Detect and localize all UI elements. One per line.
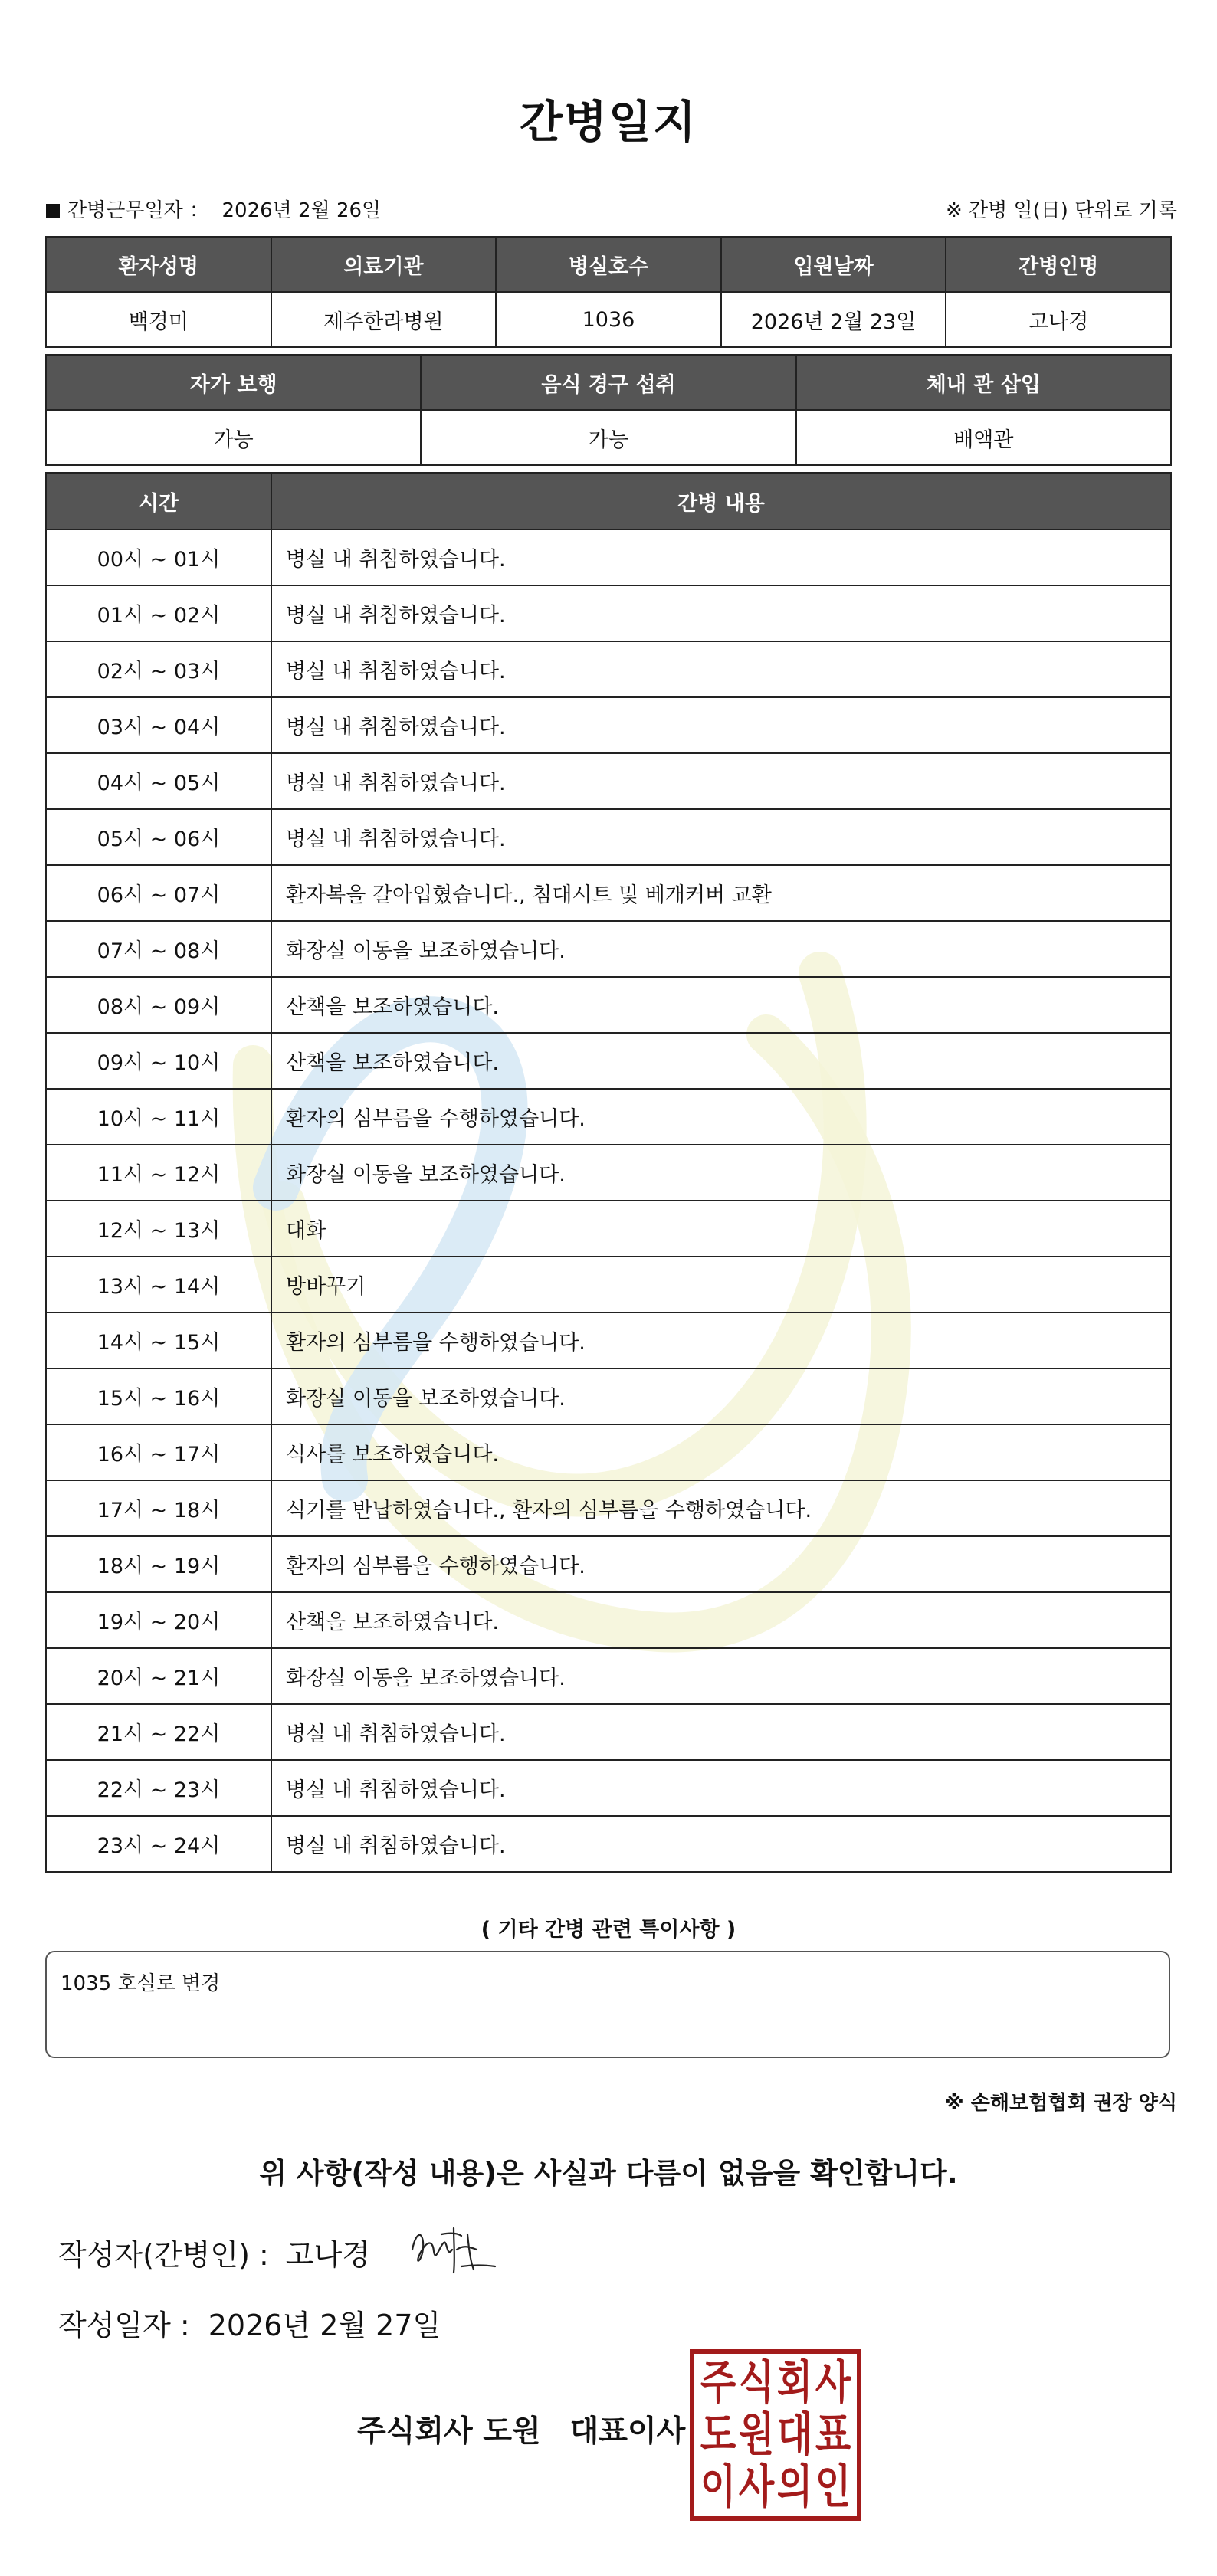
log-content: 산책을 보조하였습니다. [271, 1033, 1171, 1089]
log-row [46, 1257, 1171, 1313]
log-content: 병실 내 취침하였습니다. [271, 641, 1171, 697]
header-tube-insertion: 체내 관 삽입 [796, 355, 1171, 410]
log-content: 병실 내 취침하였습니다. [271, 697, 1171, 753]
work-date [46, 195, 381, 223]
signature [408, 2219, 500, 2280]
seal-char: 도 [700, 2408, 736, 2462]
log-content: 화장실 이동을 보조하였습니다. [271, 1648, 1171, 1704]
work-date-label: 간병근무일자 ： [67, 199, 209, 222]
log-row [46, 809, 1171, 865]
log-content: 식기를 반납하였습니다., 환자의 심부름을 수행하였습니다. [271, 1480, 1171, 1536]
log-row [46, 977, 1171, 1033]
log-content: 환자의 심부름을 수행하였습니다. [271, 1313, 1171, 1368]
log-row [46, 1313, 1171, 1368]
log-content: 화장실 이동을 보조하였습니다. [271, 921, 1171, 977]
log-time: 06시 ~ 07시 [46, 865, 271, 921]
header-caregiver-name: 간병인명 [946, 237, 1171, 292]
special-notes-text: 1035 호실로 변경 [61, 1972, 221, 1995]
log-row [46, 1760, 1171, 1816]
log-content: 병실 내 취침하였습니다. [271, 809, 1171, 865]
log-time: 20시 ~ 21시 [46, 1648, 271, 1704]
log-row [46, 921, 1171, 977]
company-line [357, 2407, 685, 2450]
confirmation-statement: 위 사항(작성 내용)은 사실과 다름이 없음을 확인합니다. [259, 2157, 958, 2190]
log-time: 11시 ~ 12시 [46, 1145, 271, 1201]
log-content: 환자의 심부름을 수행하였습니다. [271, 1089, 1171, 1145]
log-content: 환자의 심부름을 수행하였습니다. [271, 1536, 1171, 1592]
special-notes-box [45, 1951, 1170, 2058]
log-time: 23시 ~ 24시 [46, 1816, 271, 1872]
log-row [46, 1201, 1171, 1257]
writer-name: 고나경 [285, 2238, 370, 2272]
log-content: 대화 [271, 1201, 1171, 1257]
self-walking: 가능 [46, 410, 421, 465]
log-time: 12시 ~ 13시 [46, 1201, 271, 1257]
log-row [46, 1368, 1171, 1424]
log-time: 18시 ~ 19시 [46, 1536, 271, 1592]
tube-insertion: 배액관 [796, 410, 1171, 465]
writer-line [58, 2231, 370, 2273]
document-title: 간병일지 [519, 96, 698, 148]
log-content: 산책을 보조하였습니다. [271, 1592, 1171, 1648]
log-row [46, 697, 1171, 753]
record-note: ※ 간병 일(日) 단위로 기록 [945, 199, 1177, 222]
log-row [46, 865, 1171, 921]
special-notes-title: ( 기타 간병 관련 특이사항 ) [481, 1918, 736, 1942]
ceo-title: 대표이사 [569, 2414, 686, 2449]
seal-char: 의 [776, 2460, 813, 2514]
log-time: 04시 ~ 05시 [46, 753, 271, 809]
header-admission-date: 입원날짜 [721, 237, 946, 292]
log-time: 10시 ~ 11시 [46, 1089, 271, 1145]
log-row [46, 1089, 1171, 1145]
log-time: 03시 ~ 04시 [46, 697, 271, 753]
log-content: 화장실 이동을 보조하였습니다. [271, 1145, 1171, 1201]
seal-char: 식 [738, 2356, 775, 2410]
written-date-value: 2026년 2월 27일 [208, 2309, 441, 2342]
log-time: 14시 ~ 15시 [46, 1313, 271, 1368]
patient-status-table [45, 354, 1172, 466]
room-number: 1036 [496, 292, 721, 347]
caregiver-name: 고나경 [946, 292, 1171, 347]
seal-char: 인 [815, 2460, 851, 2514]
seal-char: 원 [738, 2408, 775, 2462]
log-row [46, 1704, 1171, 1760]
company-name: 주식회사 도원 [357, 2414, 541, 2449]
log-content: 산책을 보조하였습니다. [271, 977, 1171, 1033]
log-time: 15시 ~ 16시 [46, 1368, 271, 1424]
log-time: 09시 ~ 10시 [46, 1033, 271, 1089]
header-care-content: 간병 내용 [271, 473, 1171, 529]
log-row [46, 585, 1171, 641]
oral-intake: 가능 [421, 410, 795, 465]
recommended-form-note: ※ 손해보험협회 권장 양식 [944, 2092, 1177, 2115]
hospital: 제주한라병원 [271, 292, 497, 347]
log-content: 병실 내 취침하였습니다. [271, 585, 1171, 641]
log-time: 01시 ~ 02시 [46, 585, 271, 641]
seal-char: 대 [776, 2408, 813, 2462]
log-content: 병실 내 취침하였습니다. [271, 1816, 1171, 1872]
log-content: 화장실 이동을 보조하였습니다. [271, 1368, 1171, 1424]
seal-char: 표 [815, 2408, 851, 2462]
header-hospital: 의료기관 [271, 237, 497, 292]
log-row [46, 1816, 1171, 1872]
admission-date: 2026년 2월 23일 [721, 292, 946, 347]
header-room-number: 병실호수 [496, 237, 721, 292]
log-content: 병실 내 취침하였습니다. [271, 1704, 1171, 1760]
log-content: 병실 내 취침하였습니다. [271, 753, 1171, 809]
log-content: 방바꾸기 [271, 1257, 1171, 1313]
log-time: 08시 ~ 09시 [46, 977, 271, 1033]
patient-info-table [45, 236, 1172, 348]
log-time: 13시 ~ 14시 [46, 1257, 271, 1313]
written-date-line [58, 2302, 441, 2344]
log-row [46, 1592, 1171, 1648]
log-row [46, 1648, 1171, 1704]
log-time: 02시 ~ 03시 [46, 641, 271, 697]
log-row [46, 1480, 1171, 1536]
seal-char: 사 [738, 2460, 775, 2514]
care-log-body [46, 529, 1171, 1872]
log-time: 05시 ~ 06시 [46, 809, 271, 865]
header-time: 시간 [46, 473, 271, 529]
seal-char: 주 [700, 2356, 736, 2410]
log-content: 식사를 보조하였습니다. [271, 1424, 1171, 1480]
header-patient-name: 환자성명 [46, 237, 271, 292]
log-time: 07시 ~ 08시 [46, 921, 271, 977]
written-date-label: 작성일자 : [58, 2309, 190, 2342]
log-time: 22시 ~ 23시 [46, 1760, 271, 1816]
log-content: 환자복을 갈아입혔습니다., 침대시트 및 베개커버 교환 [271, 865, 1171, 921]
log-row [46, 1424, 1171, 1480]
seal-char: 이 [700, 2460, 736, 2514]
log-content: 병실 내 취침하였습니다. [271, 1760, 1171, 1816]
company-seal [690, 2349, 861, 2521]
patient-name: 백경미 [46, 292, 271, 347]
log-time: 17시 ~ 18시 [46, 1480, 271, 1536]
log-row [46, 753, 1171, 809]
log-content: 병실 내 취침하였습니다. [271, 529, 1171, 585]
log-row [46, 1536, 1171, 1592]
log-row [46, 1033, 1171, 1089]
log-time: 00시 ~ 01시 [46, 529, 271, 585]
writer-label: 작성자(간병인) : [58, 2238, 269, 2272]
log-row [46, 1145, 1171, 1201]
log-row [46, 641, 1171, 697]
care-log-table [45, 472, 1172, 1873]
seal-char: 사 [815, 2356, 851, 2410]
work-date-value: 2026년 2월 26일 [221, 199, 382, 222]
header-self-walking: 자가 보행 [46, 355, 421, 410]
seal-char: 회 [776, 2356, 813, 2410]
square-bullet-icon [46, 204, 60, 218]
log-time: 16시 ~ 17시 [46, 1424, 271, 1480]
log-time: 21시 ~ 22시 [46, 1704, 271, 1760]
log-row [46, 529, 1171, 585]
header-oral-intake: 음식 경구 섭취 [421, 355, 795, 410]
log-time: 19시 ~ 20시 [46, 1592, 271, 1648]
